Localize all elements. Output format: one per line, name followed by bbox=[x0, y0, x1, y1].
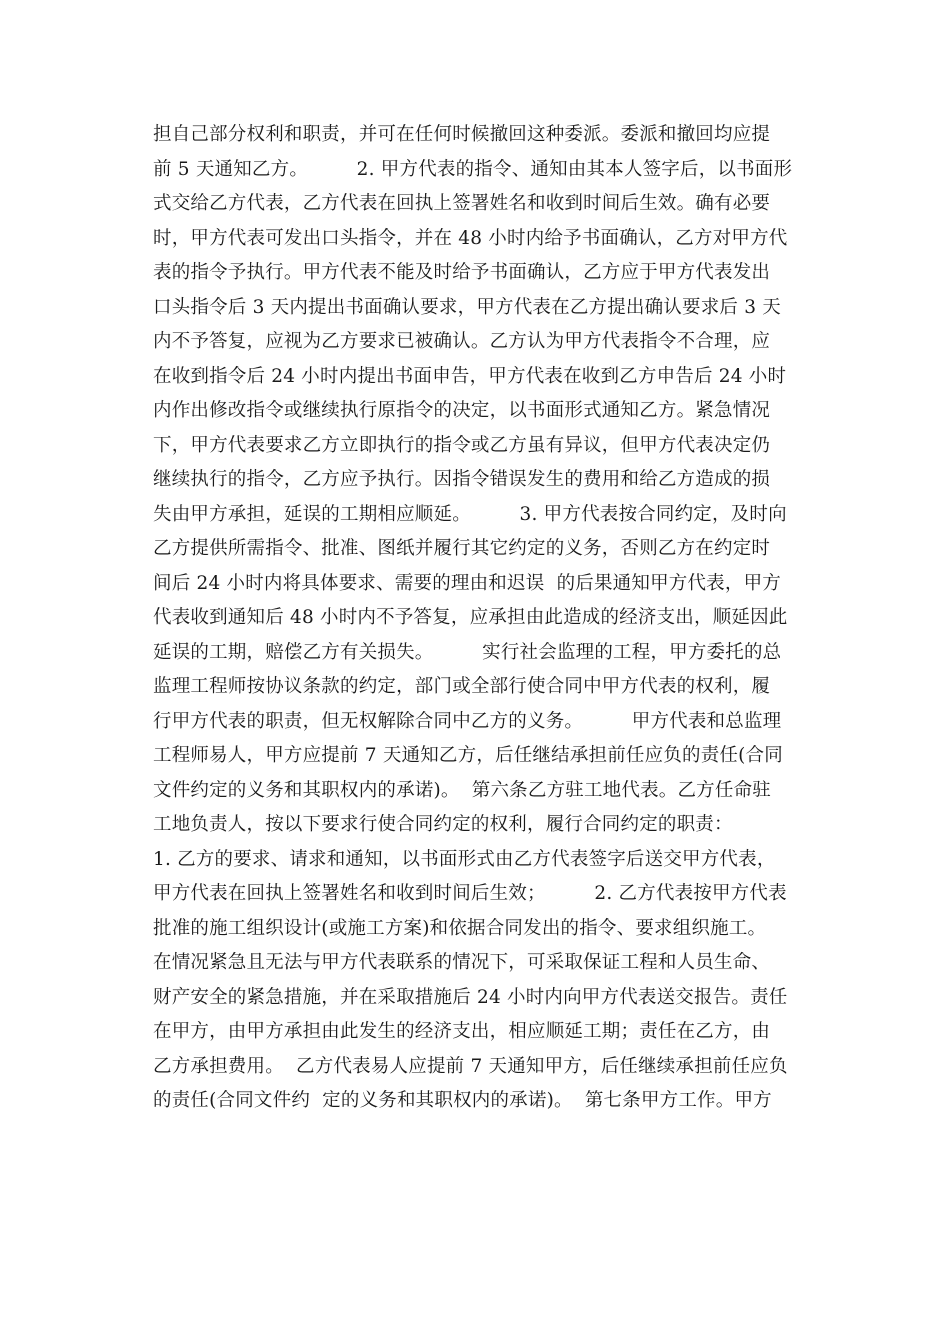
text-line: 1. 乙方的要求、请求和通知，以书面形式由乙方代表签字后送交甲方代表， bbox=[153, 848, 776, 870]
text-line: 口头指令后 3 天内提出书面确认要求，甲方代表在乙方提出确认要求后 3 天 bbox=[153, 296, 781, 318]
text-line: 式交给乙方代表，乙方代表在回执上签署姓名和收到时间后生效。确有必要 bbox=[153, 193, 771, 214]
text-line: 担自己部分权利和职责，并可在任何时候撤回这种委派。委派和撤回均应提 bbox=[153, 124, 771, 145]
text-line: 的责任(合同文件约 定的义务和其职权内的承诺)。 第七条甲方工作。甲方 bbox=[153, 1090, 772, 1111]
text-line: 监理工程师按协议条款的约定，部门或全部行使合同中甲方代表的权利，履 bbox=[153, 676, 771, 697]
text-line: 内不予答复，应视为乙方要求已被确认。乙方认为甲方代表指令不合理，应 bbox=[153, 331, 771, 352]
text-line: 失由甲方承担，延误的工期相应顺延。 3. 甲方代表按合同约定，及时向 bbox=[153, 503, 787, 525]
text-line: 工程师易人，甲方应提前 7 天通知乙方，后任继结承担前任应负的责任(合同 bbox=[153, 745, 783, 766]
text-line: 工地负责人，按以下要求行使合同约定的权利，履行合同约定的职责： bbox=[153, 814, 733, 835]
text-line: 批准的施工组织设计(或施工方案)和依据合同发出的指令、要求组织施工。 bbox=[153, 917, 767, 939]
text-line: 延误的工期，赔偿乙方有关损失。 实行社会监理的工程，甲方委托的总 bbox=[153, 641, 782, 663]
text-line: 前 5 天通知乙方。 2. 甲方代表的指令、通知由其本人签字后，以书面形 bbox=[153, 158, 793, 180]
text-line: 在甲方，由甲方承担由此发生的经济支出，相应顺延工期；责任在乙方，由 bbox=[153, 1021, 771, 1042]
text-line: 文件约定的义务和其职权内的承诺)。 第六条乙方驻工地代表。乙方任命驻 bbox=[153, 779, 771, 801]
text-line: 代表收到通知后 48 小时内不予答复，应承担由此造成的经济支出，顺延因此 bbox=[153, 607, 788, 628]
text-line: 甲方代表在回执上签署姓名和收到时间后生效； 2. 乙方代表按甲方代表 bbox=[153, 883, 787, 904]
text-line: 下，甲方代表要求乙方立即执行的指令或乙方虽有异议，但甲方代表决定仍 bbox=[153, 434, 771, 456]
text-line: 间后 24 小时内将具体要求、需要的理由和迟误 的后果通知甲方代表，甲方 bbox=[153, 572, 781, 594]
contract-body-text bbox=[153, 118, 813, 1119]
text-line: 时，甲方代表可发出口头指令，并在 48 小时内给予书面确认，乙方对甲方代 bbox=[153, 227, 788, 249]
text-line: 内作出修改指令或继续执行原指令的决定，以书面形式通知乙方。紧急情况 bbox=[153, 400, 771, 421]
text-line: 继续执行的指令，乙方应予执行。因指令错误发生的费用和给乙方造成的损 bbox=[153, 469, 771, 490]
text-line: 财产安全的紧急措施，并在采取措施后 24 小时内向甲方代表送交报告。责任 bbox=[153, 986, 788, 1008]
text-line: 行甲方代表的职责，但无权解除合同中乙方的义务。 甲方代表和总监理 bbox=[153, 710, 782, 732]
text-line: 乙方提供所需指令、批准、图纸并履行其它约定的义务，否则乙方在约定时 bbox=[153, 538, 771, 559]
text-line: 在收到指令后 24 小时内提出书面申告，甲方代表在收到乙方申告后 24 小时 bbox=[153, 365, 787, 387]
text-line: 表的指令予执行。甲方代表不能及时给予书面确认，乙方应于甲方代表发出 bbox=[153, 262, 771, 283]
text-line: 乙方承担费用。 乙方代表易人应提前 7 天通知甲方，后任继续承担前任应负 bbox=[153, 1055, 788, 1077]
text-line: 在情况紧急且无法与甲方代表联系的情况下，可采取保证工程和人员生命、 bbox=[153, 952, 771, 973]
